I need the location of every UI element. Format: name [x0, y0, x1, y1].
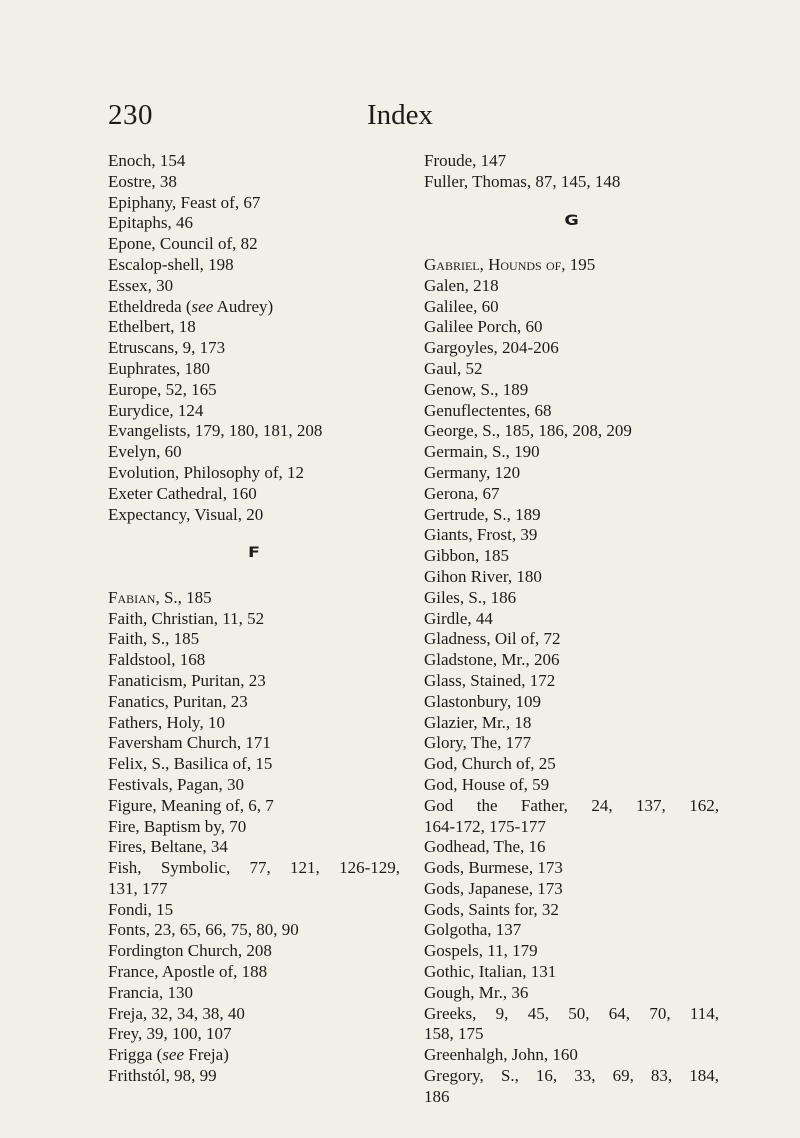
- index-entry-text: Figure, Meaning of, 6, 7: [108, 795, 274, 815]
- index-entry: [424, 1045, 719, 1066]
- index-entry: [108, 962, 400, 983]
- section-letter-glyph: F: [248, 545, 260, 562]
- index-entry-text: Galilee, 60: [424, 296, 499, 316]
- index-entry-see: see: [191, 296, 214, 316]
- index-entry-text: Festivals, Pagan, 30: [108, 774, 244, 794]
- index-entry: [108, 837, 400, 858]
- index-entry-text: Gods, Saints for, 32: [424, 899, 559, 919]
- index-entry-text: Fondi, 15: [108, 899, 174, 919]
- index-entry-text: Fires, Beltane, 34: [108, 837, 228, 857]
- index-entry-text: Fire, Baptism by, 70: [108, 816, 247, 836]
- index-entry: [424, 837, 719, 858]
- index-entry-text: Evolution, Philosophy of, 12: [108, 462, 304, 482]
- index-entry: [424, 879, 719, 900]
- index-entry-text: Germany, 120: [424, 462, 521, 482]
- index-entry-text: Gladstone, Mr., 206: [424, 650, 560, 670]
- index-entry-text: Audrey): [213, 296, 274, 316]
- index-entry-text: Glazier, Mr., 18: [424, 712, 532, 732]
- index-entry: [108, 193, 400, 214]
- index-entry: [108, 920, 400, 941]
- index-entry-text: Gods, Burmese, 173: [424, 858, 563, 878]
- index-entry-text: Gladness, Oil of, 72: [424, 629, 561, 649]
- index-entry-text: France, Apostle of, 188: [108, 962, 268, 982]
- index-entry: [424, 421, 719, 442]
- index-entry-text: Galilee Porch, 60: [424, 317, 543, 337]
- index-entry: [424, 858, 719, 879]
- index-entry: [424, 255, 719, 276]
- index-entry: [424, 1004, 719, 1046]
- index-entry: [108, 692, 400, 713]
- index-entry: [108, 941, 400, 962]
- index-entry: [108, 380, 400, 401]
- index-entry: [108, 359, 400, 380]
- index-entry-text: Epiphany, Feast of, 67: [108, 192, 261, 212]
- index-entry: [424, 713, 719, 734]
- index-entry: [108, 733, 400, 754]
- index-entry: [108, 671, 400, 692]
- index-entry-text: Enoch, 154: [108, 151, 186, 170]
- index-entry: [108, 505, 400, 526]
- section-letter-glyph: G: [564, 212, 579, 229]
- index-entry: [108, 983, 400, 1004]
- index-entry-text: Gihon River, 180: [424, 566, 542, 586]
- index-entry: [424, 588, 719, 609]
- index-entry-text: Faldstool, 168: [108, 650, 206, 670]
- index-column-right: [424, 151, 719, 1108]
- index-entry-text: Girdle, 44: [424, 608, 493, 628]
- index-entry: [108, 421, 400, 442]
- index-entry: [424, 338, 719, 359]
- index-entry-text: Gothic, Italian, 131: [424, 962, 557, 982]
- page-title: Index: [366, 99, 434, 131]
- index-entry-text: Gospels, 11, 179: [424, 941, 538, 961]
- index-entry-heading: Gabriel, Hounds of, 195: [424, 254, 596, 274]
- index-entry: [424, 567, 719, 588]
- section-letter: [108, 525, 400, 587]
- index-entry: [424, 401, 719, 422]
- index-entry: [108, 588, 400, 609]
- index-entry: [424, 733, 719, 754]
- index-entry: [424, 671, 719, 692]
- index-entry-text: Escalop-shell, 198: [108, 254, 234, 274]
- index-entry: [424, 983, 719, 1004]
- index-entry-text: Gerona, 67: [424, 483, 500, 503]
- index-entry: [424, 297, 719, 318]
- index-entry: [424, 962, 719, 983]
- index-entry: [424, 692, 719, 713]
- index-entry: [424, 796, 719, 838]
- index-entry: [108, 1045, 400, 1066]
- index-entry: [108, 1004, 400, 1025]
- index-entry-text: Francia, 130: [108, 982, 193, 1002]
- index-entry-text: Godhead, The, 16: [424, 837, 546, 857]
- index-entry-text: Faith, S., 185: [108, 629, 200, 649]
- index-entry-text: Essex, 30: [108, 275, 174, 295]
- index-entry: [424, 650, 719, 671]
- index-entry-text: Greeks, 9, 45, 50, 64, 70, 114,: [424, 1003, 719, 1023]
- index-entry-text: Genow, S., 189: [424, 379, 529, 399]
- index-entry-continuation: 158, 175: [424, 1024, 484, 1044]
- index-entry: [424, 505, 719, 526]
- index-entry-text: Fuller, Thomas, 87, 145, 148: [424, 171, 621, 191]
- index-entry-text: Epitaphs, 46: [108, 213, 193, 233]
- index-entry-text: Freja, 32, 34, 38, 40: [108, 1003, 245, 1023]
- index-entry-text: Gough, Mr., 36: [424, 982, 529, 1002]
- index-entry-text: Expectancy, Visual, 20: [108, 504, 264, 524]
- index-entry-text: Gargoyles, 204-206: [424, 338, 559, 358]
- index-entry: [424, 359, 719, 380]
- index-entry-text: Felix, S., Basilica of, 15: [108, 754, 273, 774]
- index-entry: [108, 650, 400, 671]
- index-column-left: [108, 151, 400, 1087]
- index-entry: [108, 317, 400, 338]
- index-entry: [108, 796, 400, 817]
- index-entry: [424, 941, 719, 962]
- index-entry: [424, 920, 719, 941]
- index-entry: [424, 900, 719, 921]
- index-entry: [108, 713, 400, 734]
- index-entry-text: Gaul, 52: [424, 358, 483, 378]
- index-entry-text: Glory, The, 177: [424, 733, 532, 753]
- index-entry-text: God, Church of, 25: [424, 754, 556, 774]
- index-entry: [108, 276, 400, 297]
- index-entry: [424, 380, 719, 401]
- index-entry-heading: Fabian, S., 185: [108, 587, 212, 607]
- page-number: 230: [108, 99, 153, 131]
- index-entry-text: Frithstól, 98, 99: [108, 1066, 217, 1086]
- index-entry-text: Giants, Frost, 39: [424, 525, 538, 545]
- index-entry-text: Gertrude, S., 189: [424, 504, 541, 524]
- index-entry-text: Greenhalgh, John, 160: [424, 1045, 578, 1065]
- index-entry: [424, 754, 719, 775]
- index-entry-text: Evelyn, 60: [108, 442, 182, 462]
- index-entry: [108, 1024, 400, 1045]
- index-entry-text: God the Father, 24, 137, 162,: [424, 795, 719, 815]
- index-entry-text: Galen, 218: [424, 275, 499, 295]
- index-entry-text: Frey, 39, 100, 107: [108, 1024, 232, 1044]
- index-entry: [108, 754, 400, 775]
- index-entry: [108, 629, 400, 650]
- index-entry: [108, 234, 400, 255]
- index-entry: [108, 900, 400, 921]
- index-entry-text: Exeter Cathedral, 160: [108, 483, 257, 503]
- index-entry: [424, 317, 719, 338]
- index-entry-text: Epone, Council of, 82: [108, 234, 258, 254]
- index-entry-text: Fordington Church, 208: [108, 941, 272, 961]
- index-entry-text: Etheldreda (: [108, 296, 192, 316]
- index-entry-text: Ethelbert, 18: [108, 317, 196, 337]
- index-entry: [108, 338, 400, 359]
- index-entry-text: Fanatics, Puritan, 23: [108, 691, 248, 711]
- index-entry-text: Faith, Christian, 11, 52: [108, 608, 265, 628]
- index-entry-text: Fonts, 23, 65, 66, 75, 80, 90: [108, 920, 299, 940]
- index-entry: [424, 463, 719, 484]
- index-entry-text: Golgotha, 137: [424, 920, 522, 940]
- index-entry: [108, 255, 400, 276]
- index-entry: [108, 609, 400, 630]
- index-entry-text: Europe, 52, 165: [108, 379, 217, 399]
- index-entry: [424, 151, 719, 172]
- index-entry: [108, 151, 400, 172]
- index-entry-text: George, S., 185, 186, 208, 209: [424, 421, 632, 441]
- index-entry-text: Genuflectentes, 68: [424, 400, 552, 420]
- index-entry-continuation: 186: [424, 1086, 450, 1106]
- index-entry: [424, 276, 719, 297]
- index-entry: [108, 463, 400, 484]
- index-entry-text: Eostre, 38: [108, 171, 177, 191]
- index-entry: [424, 442, 719, 463]
- index-entry: [424, 609, 719, 630]
- index-entry-text: Frigga (: [108, 1045, 163, 1065]
- index-entry-text: Glass, Stained, 172: [424, 670, 556, 690]
- index-entry-see: see: [162, 1045, 185, 1065]
- index-entry: [108, 1066, 400, 1087]
- index-entry-continuation: 131, 177: [108, 878, 168, 898]
- index-entry-text: Fathers, Holy, 10: [108, 712, 225, 732]
- index-entry: [424, 629, 719, 650]
- index-entry-text: Euphrates, 180: [108, 358, 210, 378]
- section-letter: [424, 193, 719, 255]
- index-entry-text: Germain, S., 190: [424, 442, 540, 462]
- index-entry-continuation: 164-172, 175-177: [424, 816, 546, 836]
- index-entry: [108, 401, 400, 422]
- index-entry: [108, 442, 400, 463]
- index-entry: [108, 297, 400, 318]
- index-entry: [108, 817, 400, 838]
- index-entry-text: Froude, 147: [424, 151, 507, 170]
- index-entry-text: Eurydice, 124: [108, 400, 204, 420]
- index-entry: [424, 525, 719, 546]
- index-entry: [108, 775, 400, 796]
- index-entry: [424, 775, 719, 796]
- index-entry-text: Etruscans, 9, 173: [108, 338, 226, 358]
- index-entry-text: Gibbon, 185: [424, 546, 509, 566]
- index-entry-text: Giles, S., 186: [424, 587, 517, 607]
- index-entry-text: Freja): [184, 1045, 229, 1065]
- index-entry: [108, 213, 400, 234]
- index-entry-text: Gods, Japanese, 173: [424, 878, 563, 898]
- index-entry: [424, 546, 719, 567]
- index-entry: [424, 1066, 719, 1108]
- index-entry: [424, 172, 719, 193]
- index-entry-text: Faversham Church, 171: [108, 733, 271, 753]
- index-entry: [108, 484, 400, 505]
- index-entry: [424, 484, 719, 505]
- index-entry-text: Fanaticism, Puritan, 23: [108, 670, 266, 690]
- index-entry-text: God, House of, 59: [424, 774, 550, 794]
- index-entry-text: Fish, Symbolic, 77, 121, 126-129,: [108, 858, 400, 878]
- index-entry: [108, 858, 400, 900]
- index-entry: [108, 172, 400, 193]
- index-entry-text: Glastonbury, 109: [424, 691, 541, 711]
- index-entry-text: Evangelists, 179, 180, 181, 208: [108, 421, 323, 441]
- index-entry-text: Gregory, S., 16, 33, 69, 83, 184,: [424, 1066, 719, 1086]
